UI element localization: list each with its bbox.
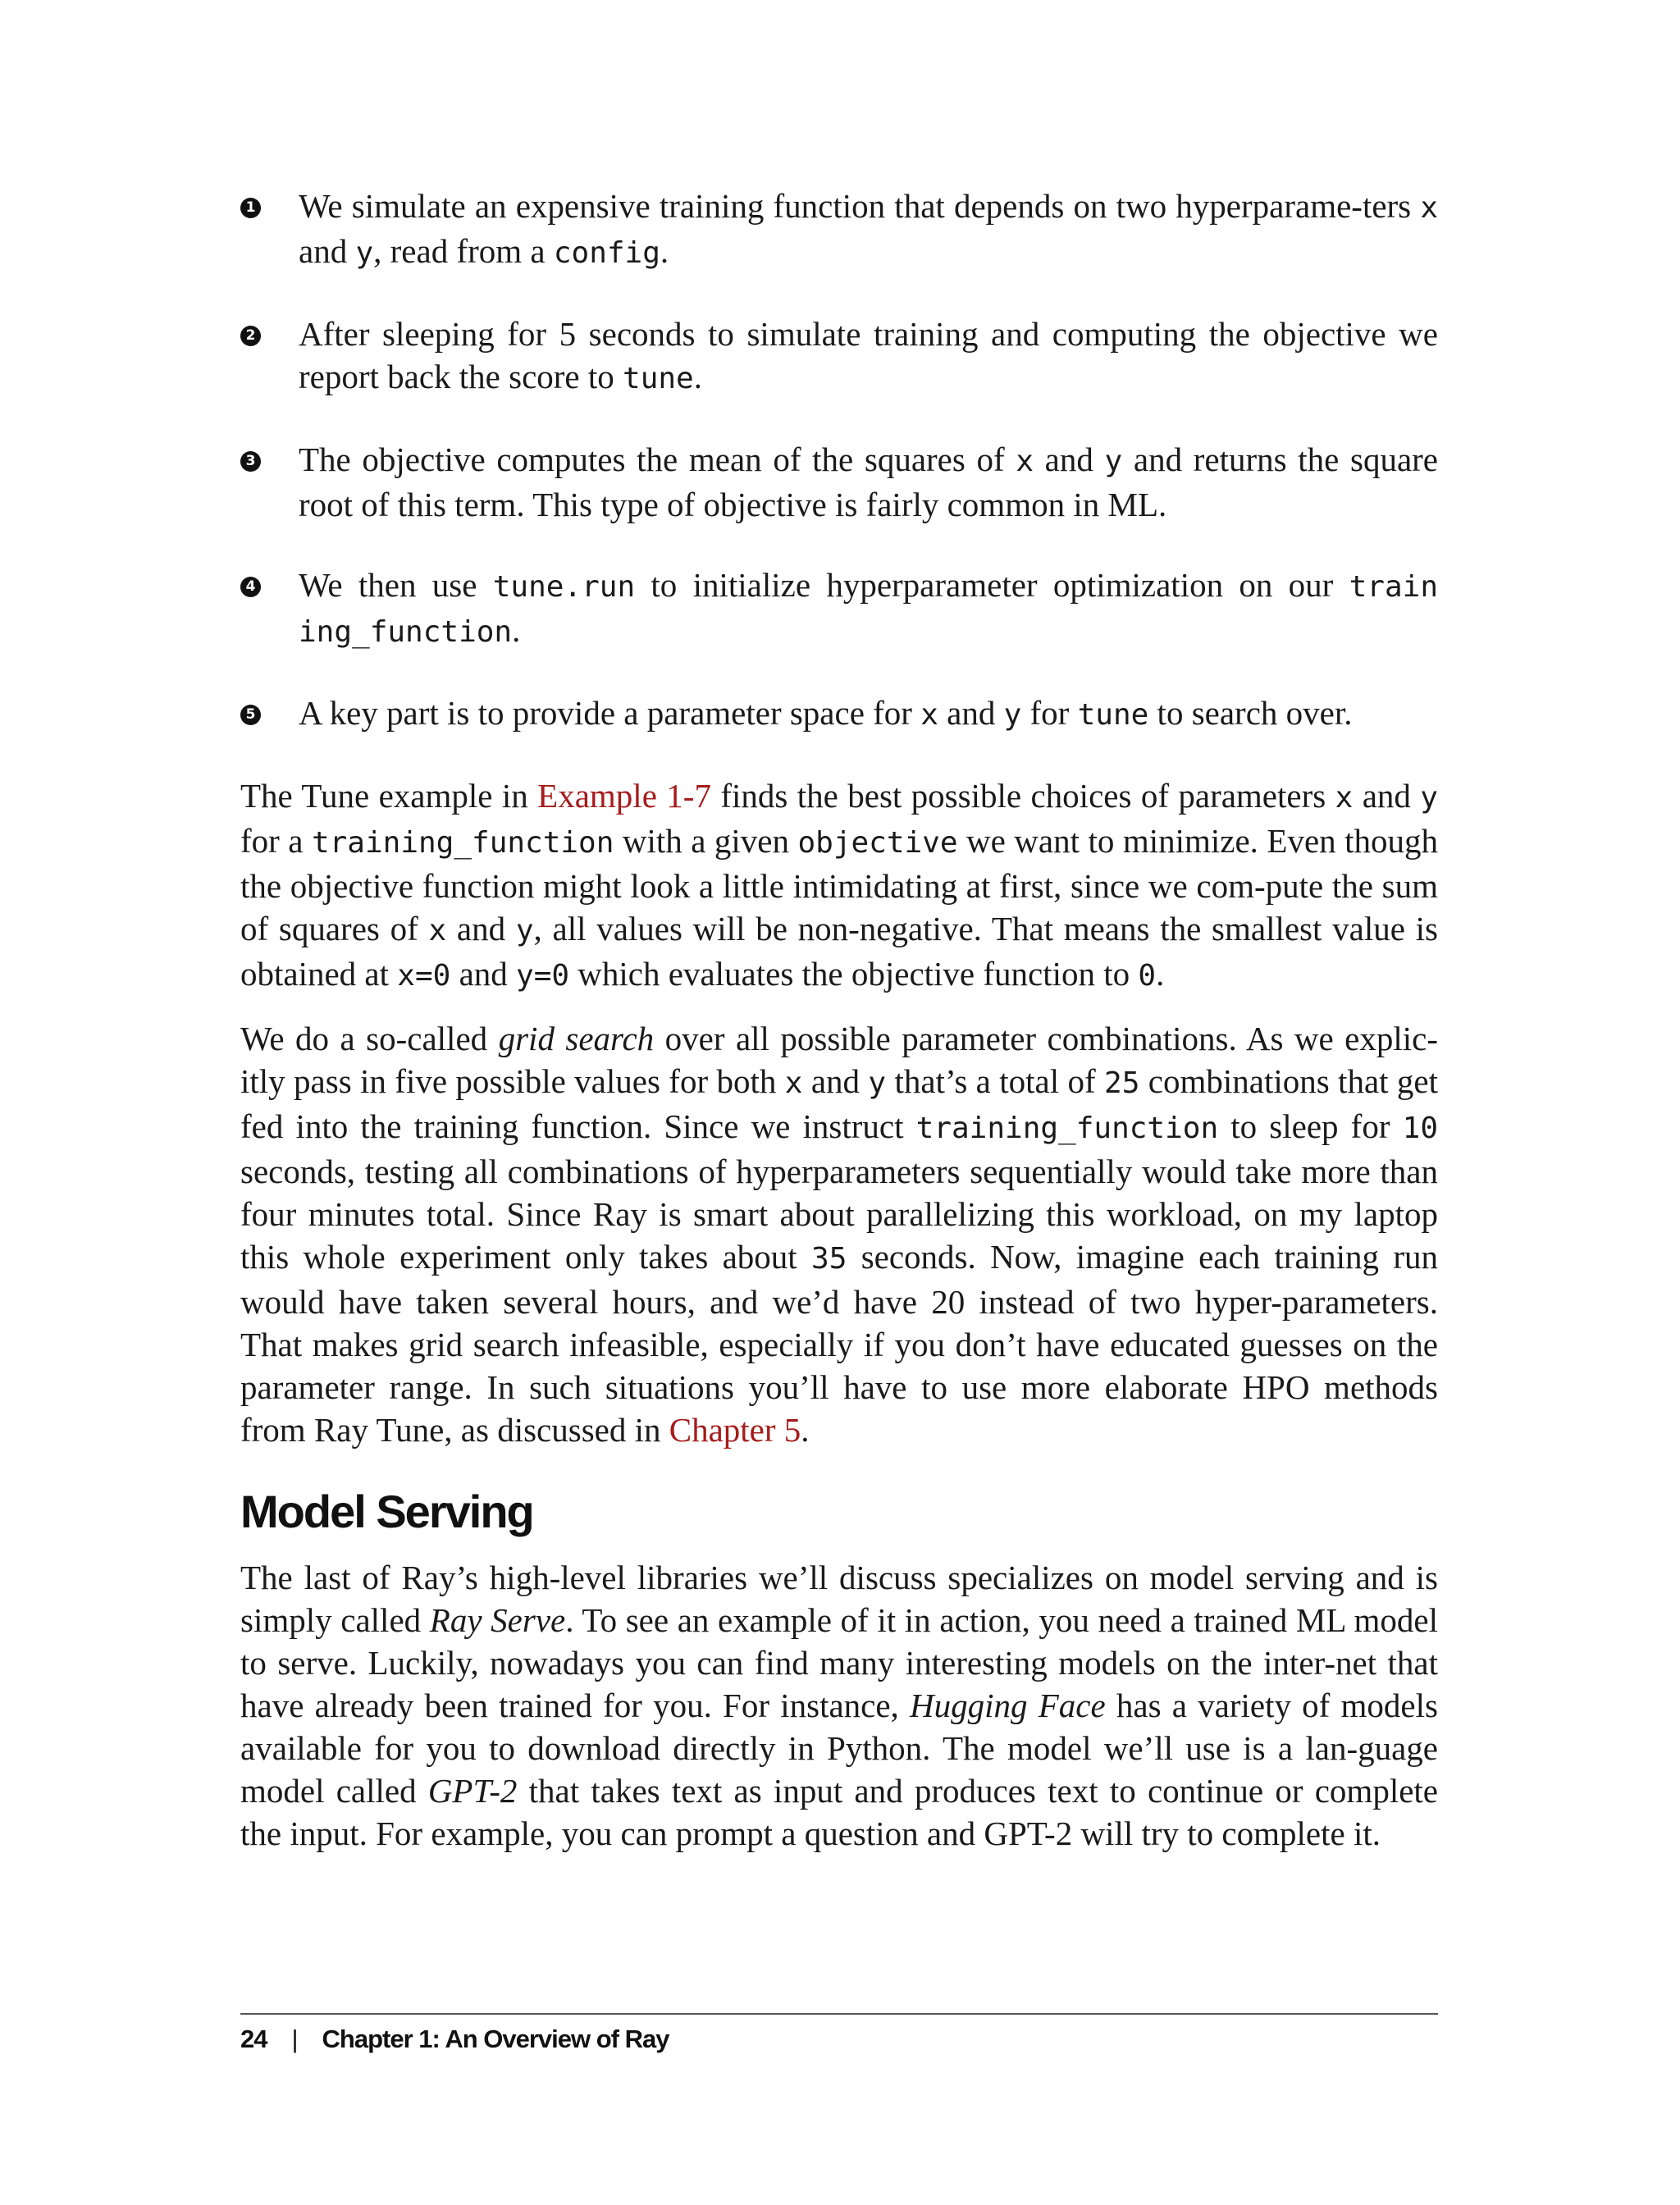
text-run: seconds, testing all combinations of hyperparameters sequentially would take more than four minutes total. Since Ray is smart about parallelizing this workload, on my laptop this whole experiment only takes about: [240, 1153, 1438, 1276]
text-run: that takes text as input and produces text to continue or complete the input. For example, you can prompt a question and GPT-2 will try to complete it.: [240, 1772, 1439, 1852]
text-run: that’s a total of: [886, 1062, 1105, 1100]
text-run: We do a so-called: [240, 1020, 499, 1057]
inline-code: objective: [797, 826, 958, 860]
inline-code: y: [515, 914, 534, 947]
text-run: and: [938, 694, 1004, 732]
text-run: to initialize hyperparameter optimization on our: [635, 566, 1349, 604]
text-run: over all possible parameter combinations. As we explic-itly pass in five possible values for both: [240, 1020, 1438, 1100]
text-run: finds the best possible choices of parameters: [710, 777, 1335, 815]
inline-code: tune: [1077, 698, 1149, 732]
callout-text: [299, 438, 1438, 526]
text-run: . To see an example of it in action, you need a trained ML model to serve. Luckily, nowadays you can find many interesting models on the inter-net that have already been trained for you. For instance,: [240, 1601, 1438, 1724]
text-run: to sleep for: [1218, 1107, 1403, 1145]
inline-code: config: [553, 236, 660, 270]
callout-text: [299, 564, 1438, 654]
inline-code: training_function: [311, 826, 614, 860]
text-run: and: [1034, 441, 1105, 478]
inline-code: tune: [623, 362, 694, 395]
callout-item: [240, 185, 1438, 275]
callout-item: [240, 438, 1438, 526]
inline-code: x: [784, 1066, 803, 1100]
callout-number-badge: 4: [240, 577, 261, 597]
inline-code: y: [868, 1066, 887, 1100]
text-run: .: [693, 358, 702, 395]
text-run: we want to minimize. Even though the objective function might look a little intimidating at first, since we com-pute the sum of squares of: [240, 822, 1438, 947]
inline-code: tune.run: [492, 570, 636, 604]
text-run: and: [446, 910, 516, 947]
inline-code: y: [1104, 445, 1123, 478]
inline-code: 35: [811, 1242, 847, 1276]
text-run: which evaluates the objective function to: [569, 955, 1139, 993]
callout-number-badge: 3: [240, 451, 261, 472]
text-run: to search over.: [1148, 694, 1353, 732]
inline-code: x: [920, 698, 938, 732]
text-run: and: [802, 1062, 869, 1100]
text-run: The last of Ray’s high-level libraries we’ll discuss specializes on model serving and is simply called: [240, 1559, 1438, 1639]
inline-code: x: [1335, 781, 1354, 815]
cross-reference-link[interactable]: Chapter 5: [669, 1411, 801, 1449]
cross-reference-link[interactable]: Example 1-7: [537, 777, 711, 815]
callout-text: [299, 313, 1438, 400]
body-paragraph: [240, 1556, 1438, 1855]
text-run: .: [512, 611, 521, 649]
text-run: We then use: [299, 566, 493, 604]
text-run: and: [450, 955, 517, 993]
inline-code: 0: [1138, 959, 1157, 993]
inline-code: y=0: [516, 959, 570, 993]
text-run: and: [1353, 777, 1421, 815]
body-paragraph: [240, 774, 1438, 998]
code-callout-list: [240, 185, 1438, 737]
callout-item: [240, 692, 1438, 737]
section-heading: Model Serving: [240, 1486, 533, 1537]
page-footer: [240, 2023, 669, 2056]
inline-code: 10: [1402, 1112, 1438, 1145]
emphasis: grid search: [498, 1020, 655, 1057]
inline-code: 25: [1104, 1066, 1140, 1100]
callout-item: [240, 564, 1438, 654]
callout-number-badge: 1: [240, 198, 261, 218]
text-run: We simulate an expensive training function that depends on two hyperparame-ters: [299, 187, 1421, 225]
text-run: and: [299, 232, 356, 270]
callout-number-badge: 5: [240, 705, 261, 725]
callout-item: [240, 313, 1438, 400]
inline-code: training_function: [915, 1112, 1219, 1145]
callout-number-badge: 2: [240, 326, 261, 346]
text-run: has a variety of models available for you to download directly in Python. The model we’ll use is a lan-guage model called: [240, 1687, 1438, 1810]
inline-code: train ing_function: [299, 570, 1438, 649]
page-number: 24: [240, 2025, 267, 2053]
text-run: combinations that get fed into the training function. Since we instruct: [240, 1062, 1439, 1145]
inline-code: x=0: [397, 959, 451, 993]
text-run: After sleeping for 5 seconds to simulate training and computing the objective we report back the score to: [299, 315, 1438, 395]
inline-code: x: [428, 914, 447, 947]
text-run: with a given: [614, 822, 798, 860]
inline-code: x: [1016, 445, 1034, 478]
page-content: [240, 185, 1438, 1874]
text-run: and returns the square root of this term. This type of objective is fairly common in ML.: [299, 441, 1438, 523]
callout-text: [299, 185, 1438, 275]
inline-code: y: [355, 236, 374, 270]
text-run: A key part is to provide a parameter space for: [299, 694, 921, 732]
running-chapter-title: Chapter 1: An Overview of Ray: [322, 2025, 669, 2053]
emphasis: Hugging Face: [910, 1687, 1106, 1724]
text-run: , all values will be non-negative. That means the smallest value is obtained at: [240, 910, 1438, 993]
text-run: The objective computes the mean of the squares of: [299, 441, 1016, 478]
text-run: .: [801, 1411, 810, 1449]
inline-code: x: [1420, 191, 1438, 225]
body-paragraph: [240, 1017, 1438, 1451]
text-run: for: [1021, 694, 1078, 732]
text-run: , read from a: [373, 232, 554, 270]
emphasis: Ray Serve: [429, 1601, 566, 1639]
text-run: .: [660, 232, 669, 270]
text-run: .: [1156, 955, 1165, 993]
text-run: for a: [240, 822, 312, 860]
body-text-after: [240, 1556, 1438, 1855]
callout-text: [299, 692, 1438, 737]
body-text-before: [240, 774, 1438, 1451]
footer-rule: [240, 2013, 1438, 2015]
text-run: The Tune example in: [240, 777, 538, 815]
emphasis: GPT-2: [427, 1772, 518, 1810]
footer-separator: |: [291, 2025, 298, 2053]
inline-code: y: [1420, 781, 1438, 815]
inline-code: y: [1003, 698, 1022, 732]
text-run: seconds. Now, imagine each training run would have taken several hours, and we’d have 20 instead of two hyper-parameters. That makes grid search infeasible, especially if you don’t have educated guesses on the parameter range. In such situations you’ll have to use more elaborate HPO methods from Ray Tune, as discussed in: [240, 1238, 1439, 1449]
